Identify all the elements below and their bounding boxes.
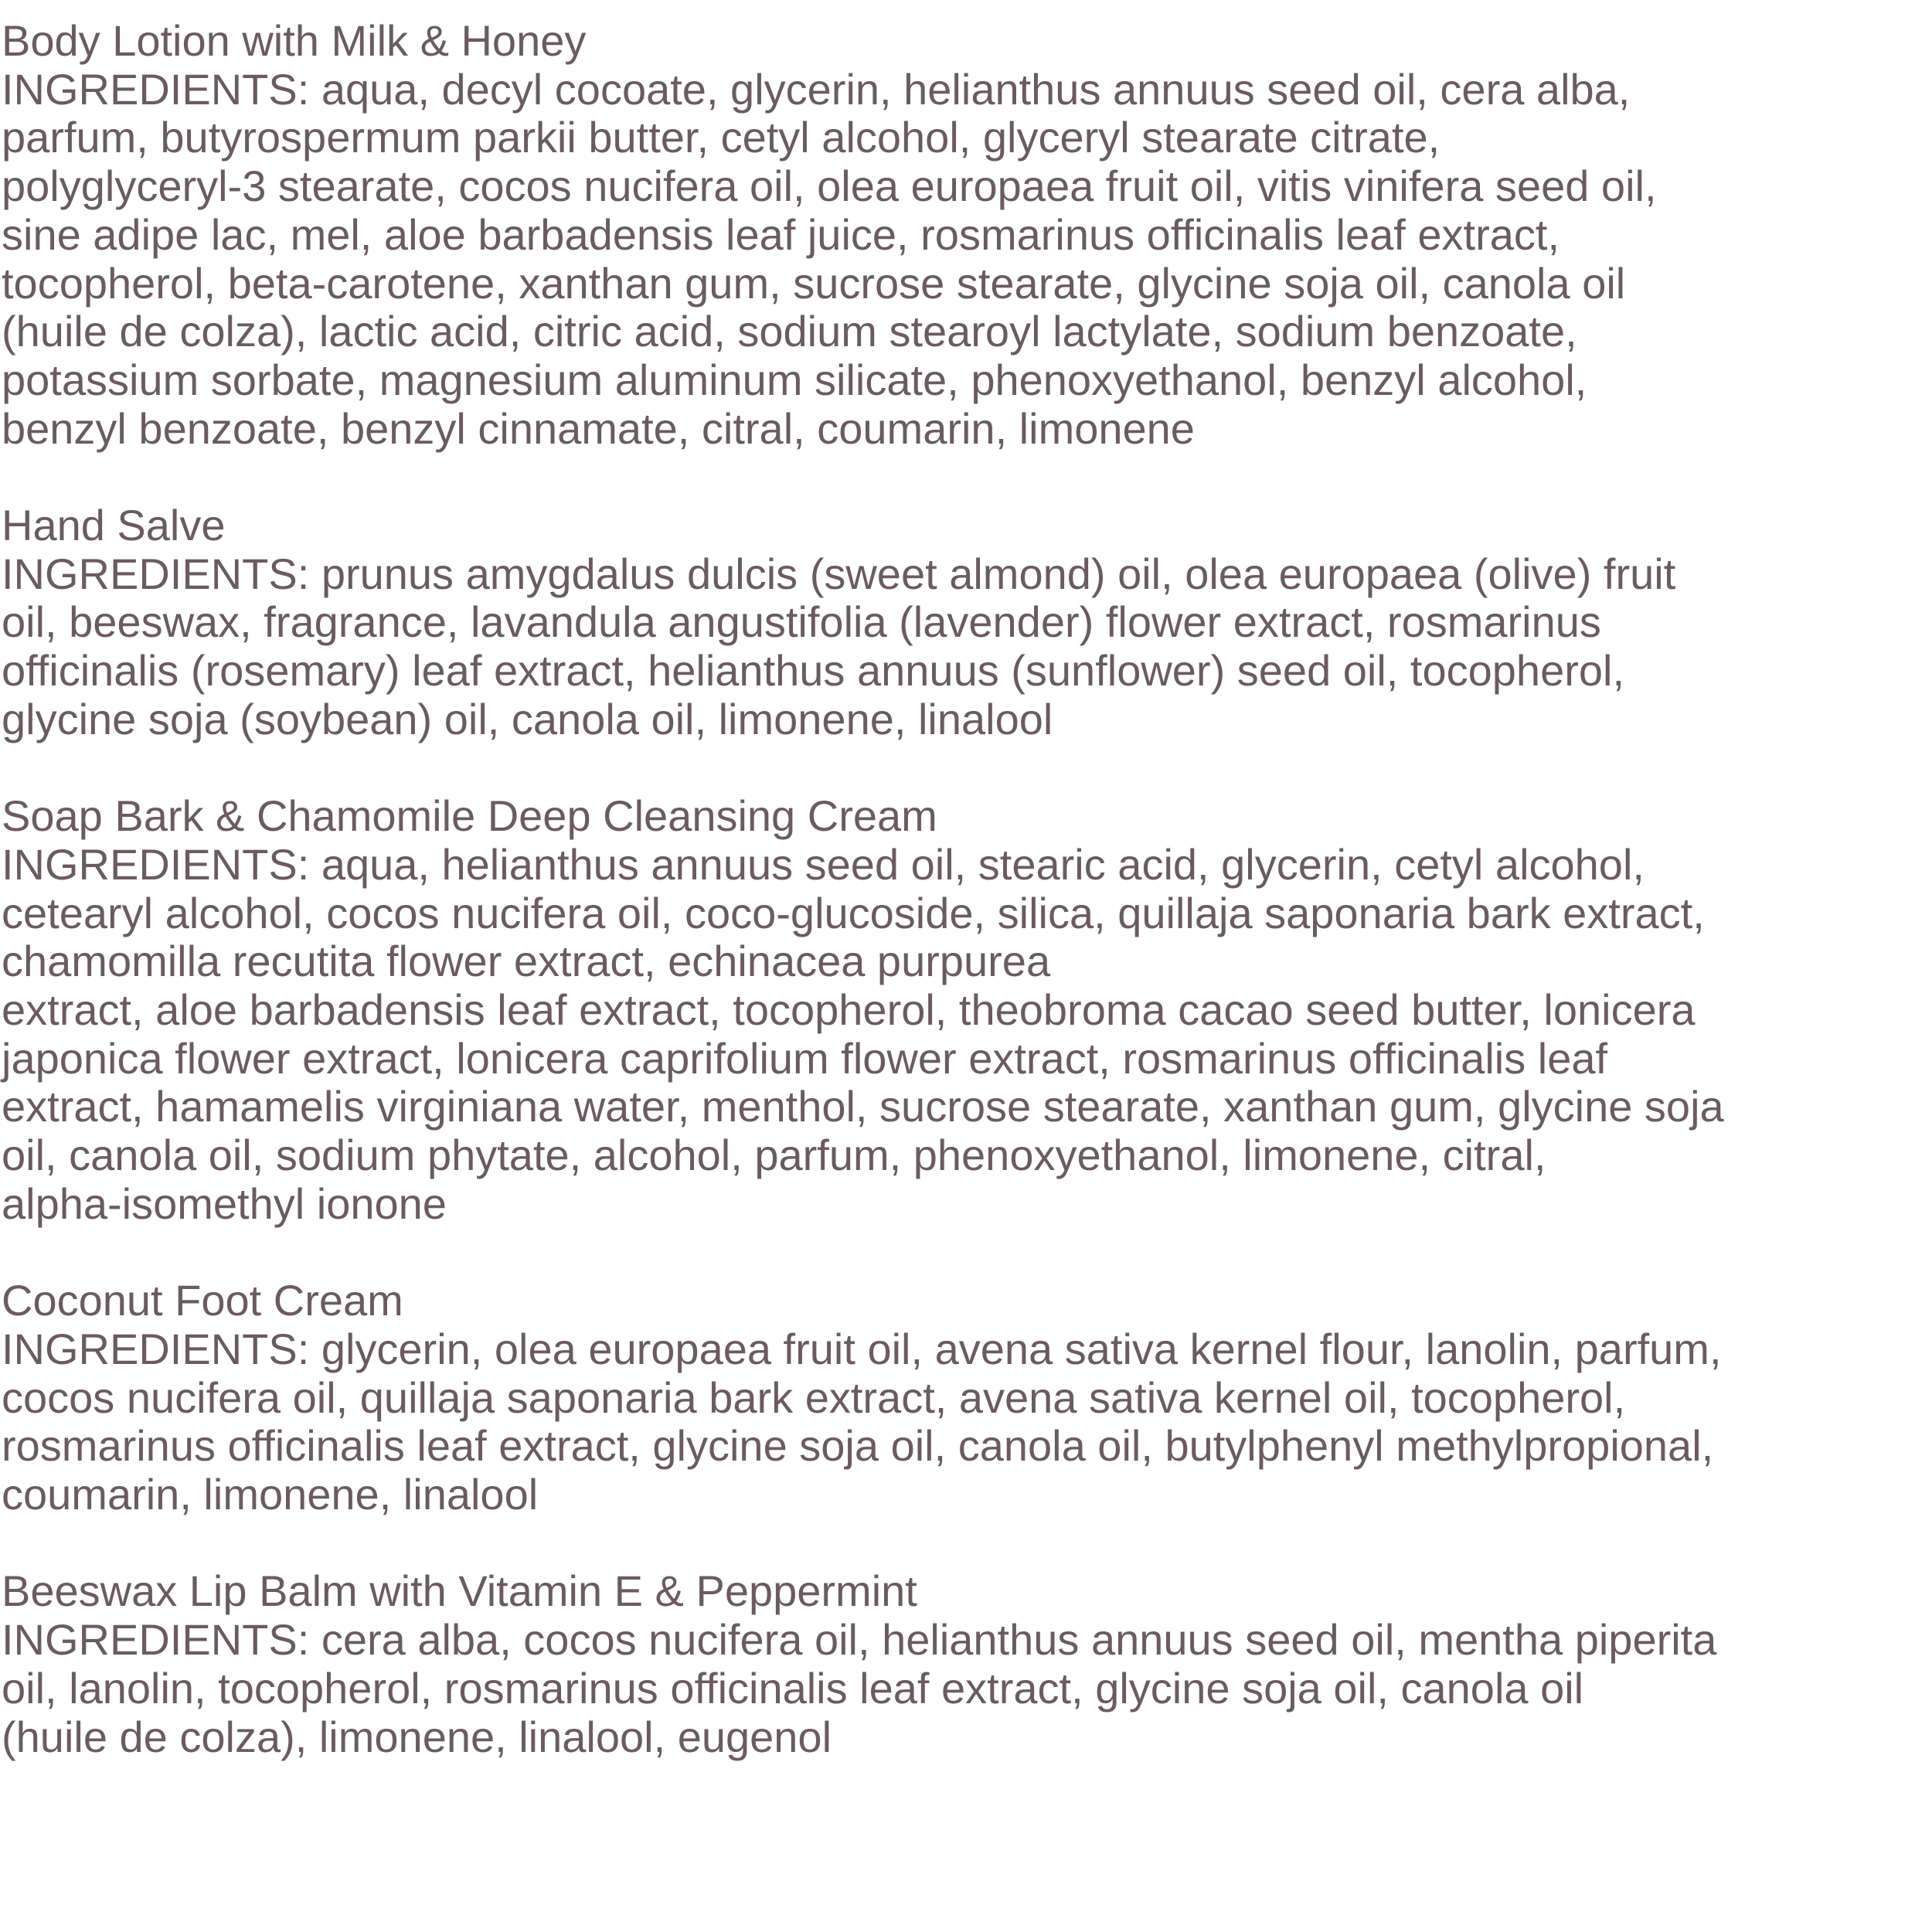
ingredients-line: benzyl benzoate, benzyl cinnamate, citral, coumarin, limonene bbox=[2, 403, 1195, 453]
ingredients-line: glycine soja (soybean) oil, canola oil, limonene, linalool bbox=[2, 694, 1053, 743]
ingredients-line: (huile de colza), limonene, linalool, eugenol bbox=[2, 1712, 832, 1761]
ingredients-line: oil, canola oil, sodium phytate, alcohol, parfum, phenoxyethanol, limonene, citral, bbox=[2, 1131, 1546, 1180]
product-lip-balm bbox=[2, 1567, 1930, 1761]
product-name: Soap Bark & Chamomile Deep Cleansing Cream bbox=[2, 791, 937, 841]
product-hand-salve bbox=[2, 502, 1930, 744]
ingredients-line: chamomilla recutita flower extract, echinacea purpurea bbox=[2, 937, 1051, 986]
ingredients-line: japonica flower extract, lonicera caprifolium flower extract, rosmarinus officinalis leaf bbox=[2, 1033, 1608, 1083]
ingredients-line: INGREDIENTS: glycerin, olea europaea fruit oil, avena sativa kernel flour, lanolin, parfum, bbox=[2, 1324, 1722, 1373]
ingredients-line: INGREDIENTS: prunus amygdalus dulcis (sweet almond) oil, olea europaea (olive) fruit bbox=[2, 549, 1676, 598]
ingredients-line: cocos nucifera oil, quillaja saponaria bark extract, avena sativa kernel oil, tocopherol, bbox=[2, 1372, 1626, 1422]
ingredients-line: INGREDIENTS: cera alba, cocos nucifera oil, helianthus annuus seed oil, mentha piperita bbox=[2, 1615, 1717, 1665]
product-name: Hand Salve bbox=[2, 501, 226, 550]
product-deep-cleansing-cream bbox=[2, 792, 1930, 1228]
ingredients-line: (huile de colza), lactic acid, citric acid, sodium stearoyl lactylate, sodium benzoate, bbox=[2, 307, 1577, 356]
ingredients-line: oil, beeswax, fragrance, lavandula angustifolia (lavender) flower extract, rosmarinus bbox=[2, 597, 1601, 647]
ingredients-line: coumarin, limonene, linalool bbox=[2, 1470, 539, 1519]
ingredients-line: cetearyl alcohol, cocos nucifera oil, coco-glucoside, silica, quillaja saponaria bark extract, bbox=[2, 888, 1705, 937]
ingredients-line: polyglyceryl-3 stearate, cocos nucifera oil, olea europaea fruit oil, vitis vinifera seed oil, bbox=[2, 162, 1657, 211]
ingredients-line: alpha-isomethyl ionone bbox=[2, 1179, 447, 1228]
ingredients-line: officinalis (rosemary) leaf extract, helianthus annuus (sunflower) seed oil, tocopherol, bbox=[2, 646, 1624, 696]
ingredients-line: extract, aloe barbadensis leaf extract, tocopherol, theobroma cacao seed butter, lonicera bbox=[2, 985, 1696, 1035]
product-coconut-foot-cream bbox=[2, 1277, 1930, 1519]
ingredients-line: potassium sorbate, magnesium aluminum silicate, phenoxyethanol, benzyl alcohol, bbox=[2, 355, 1587, 404]
ingredients-line: parfum, butyrospermum parkii butter, cetyl alcohol, glyceryl stearate citrate, bbox=[2, 113, 1440, 162]
product-name: Body Lotion with Milk & Honey bbox=[2, 16, 587, 65]
ingredients-document bbox=[2, 17, 1930, 1810]
ingredients-line: INGREDIENTS: aqua, decyl cocoate, glycerin, helianthus annuus seed oil, cera alba, bbox=[2, 64, 1631, 114]
product-name: Beeswax Lip Balm with Vitamin E & Peppermint bbox=[2, 1566, 917, 1616]
ingredients-line: INGREDIENTS: aqua, helianthus annuus seed oil, stearic acid, glycerin, cetyl alcohol, bbox=[2, 839, 1645, 889]
ingredients-line: sine adipe lac, mel, aloe barbadensis leaf juice, rosmarinus officinalis leaf extract, bbox=[2, 209, 1560, 259]
ingredients-line: oil, lanolin, tocopherol, rosmarinus officinalis leaf extract, glycine soja oil, canola oil bbox=[2, 1663, 1584, 1713]
ingredients-line: extract, hamamelis virginiana water, menthol, sucrose stearate, xanthan gum, glycine soja bbox=[2, 1082, 1724, 1131]
product-name: Coconut Foot Cream bbox=[2, 1276, 403, 1325]
ingredients-line: rosmarinus officinalis leaf extract, glycine soja oil, canola oil, butylphenyl methylpropional, bbox=[2, 1421, 1714, 1471]
ingredients-line: tocopherol, beta-carotene, xanthan gum, sucrose stearate, glycine soja oil, canola oil bbox=[2, 258, 1626, 308]
product-body-lotion bbox=[2, 17, 1930, 453]
